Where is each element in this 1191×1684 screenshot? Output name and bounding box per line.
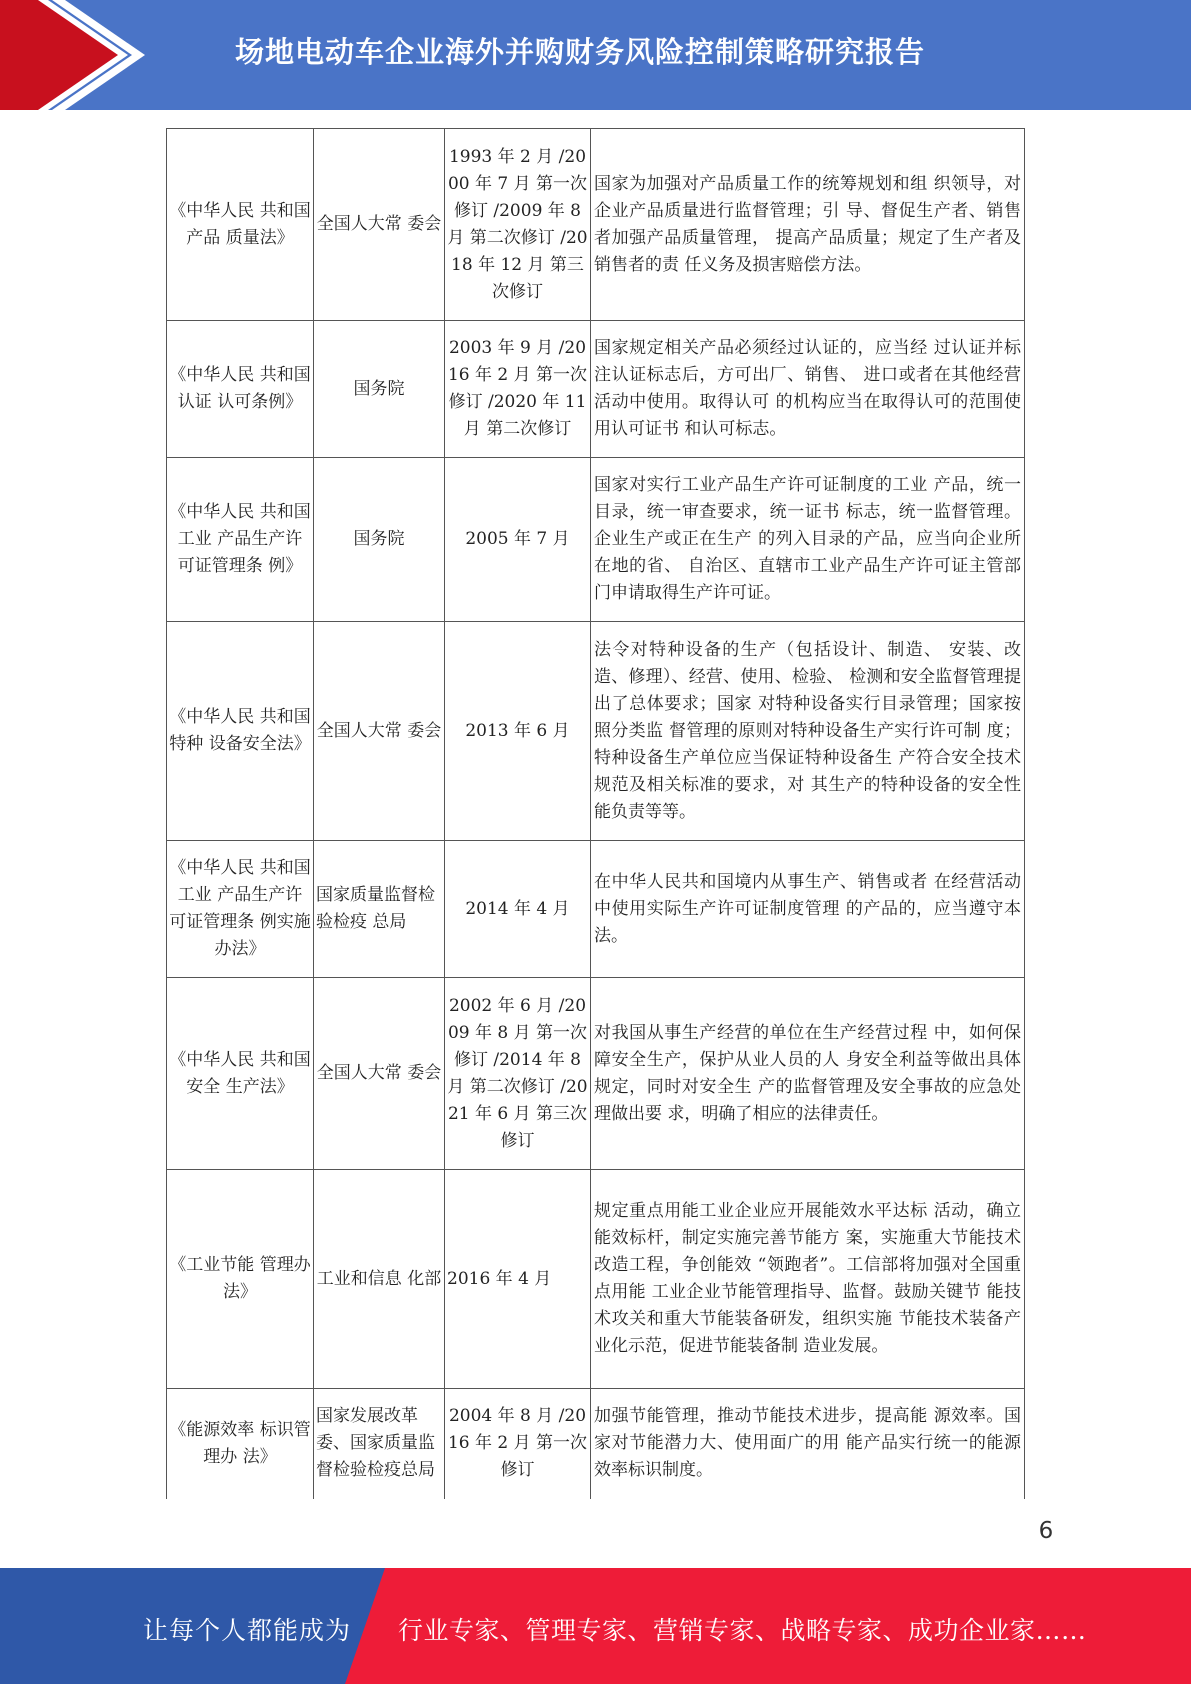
issue-date: 2013 年 6 月: [445, 622, 591, 841]
regulation-name: 《中华人民 共和国工业 产品生产许 可证管理条 例》: [167, 458, 314, 622]
issue-date: 2014 年 4 月: [445, 841, 591, 978]
regulation-name: 《中华人民 共和国安全 生产法》: [167, 978, 314, 1170]
page-number: 6: [1038, 1518, 1054, 1544]
regulation-description: 加强节能管理，推动节能技术进步，提高能 源效率。国家对节能潜力大、使用面广的用 能产品实行统一的能源效率标识制度。: [591, 1389, 1025, 1499]
regulation-name: 《中华人民 共和国工业 产品生产许 可证管理条 例实施办法》: [167, 841, 314, 978]
regulation-name: 《中华人民 共和国认证 认可条例》: [167, 321, 314, 458]
regulation-description: 国家为加强对产品质量工作的统筹规划和组 织领导，对企业产品质量进行监督管理；引 导、督促生产者、销售者加强产品质量管理， 提高产品质量；规定了生产者及销售者的责 任义务及损害赔偿方法。: [591, 129, 1025, 321]
page-footer: [0, 1568, 1191, 1684]
page-header: [0, 0, 1191, 110]
table-row: [167, 841, 1025, 978]
regulation-name: 《中华人民 共和国特种 设备安全法》: [167, 622, 314, 841]
issue-date: 2003 年 9 月 /2016 年 2 月 第一次修订 /2020 年 11 月 第二次修订: [445, 321, 591, 458]
regulation-description: 法令对特种设备的生产（包括设计、制造、 安装、改造、修理）、经营、使用、检验、 检测和安全监督管理提出了总体要求；国家 对特种设备实行目录管理；国家按照分类监 督管理的原则对特种设备生产实行许可制 度；特种设备生产单位应当保证特种设备生 产符合安全技术规范及相关标准的要求，对 其生产的特种设备的安全性能负责等等。: [591, 622, 1025, 841]
table-row: [167, 1170, 1025, 1389]
table-row: [167, 622, 1025, 841]
issue-date: 2005 年 7 月: [445, 458, 591, 622]
regulation-description: 对我国从事生产经营的单位在生产经营过程 中，如何保障安全生产，保护从业人员的人 身安全利益等做出具体规定，同时对安全生 产的监督管理及安全事故的应急处理做出要 求，明确了相应的法律责任。: [591, 978, 1025, 1170]
issuing-authority: 全国人大常 委会: [314, 622, 445, 841]
report-title: 场地电动车企业海外并购财务风险控制策略研究报告: [235, 35, 926, 69]
regulation-description: 在中华人民共和国境内从事生产、销售或者 在经营活动中使用实际生产许可证制度管理 的产品的，应当遵守本法。: [591, 841, 1025, 978]
issue-date: 2004 年 8 月 /2016 年 2 月 第一次修订: [445, 1389, 591, 1499]
issue-date: 1993 年 2 月 /2000 年 7 月 第一次修订 /2009 年 8 月 第二次修订 /2018 年 12 月 第三次修订: [445, 129, 591, 321]
issue-date: 2002 年 6 月 /2009 年 8 月 第一次修订 /2014 年 8 月 第二次修订 /2021 年 6 月 第三次修订: [445, 978, 591, 1170]
table-row: [167, 321, 1025, 458]
issuing-authority: 全国人大常 委会: [314, 129, 445, 321]
issuing-authority: 国家发展改革委、国家质量监督检验检疫总局: [314, 1389, 445, 1499]
regulation-description: 国家规定相关产品必须经过认证的，应当经 过认证并标注认证标志后，方可出厂、销售、 进口或者在其他经营活动中使用。取得认可 的机构应当在取得认可的范围使用认可证书 和认可标志。: [591, 321, 1025, 458]
regulations-table: [166, 128, 1025, 1499]
issuing-authority: 国务院: [314, 321, 445, 458]
table-row: [167, 129, 1025, 321]
chevron-arrow-icon: [0, 0, 160, 110]
table-row: [167, 978, 1025, 1170]
footer-slogan-left: 让每个人都能成为: [143, 1616, 352, 1645]
table-row: [167, 1389, 1025, 1499]
issuing-authority: 工业和信息 化部: [314, 1170, 445, 1389]
footer-slogan-right: 行业专家、管理专家、营销专家、战略专家、成功企业家……: [398, 1616, 1087, 1645]
issuing-authority: 国家质量监督检验检疫 总局: [314, 841, 445, 978]
issuing-authority: 全国人大常 委会: [314, 978, 445, 1170]
issue-date: 2016 年 4 月: [445, 1170, 591, 1389]
regulation-description: 国家对实行工业产品生产许可证制度的工业 产品，统一目录，统一审查要求，统一证书 标志，统一监督管理。企业生产或正在生产 的列入目录的产品，应当向企业所在地的省、 自治区、直辖市工业产品生产许可证主管部 门申请取得生产许可证。: [591, 458, 1025, 622]
regulation-name: 《工业节能 管理办法》: [167, 1170, 314, 1389]
issuing-authority: 国务院: [314, 458, 445, 622]
regulation-description: 规定重点用能工业企业应开展能效水平达标 活动，确立能效标杆，制定实施完善节能方 案，实施重大节能技术改造工程，争创能效 “领跑者”。工信部将加强对全国重点用能 工业企业节能管理指导、监督。鼓励关键节 能技术攻关和重大节能装备研发，组织实施 节能技术装备产业化示范，促进节能装备制 造业发展。: [591, 1170, 1025, 1389]
regulation-name: 《中华人民 共和国产品 质量法》: [167, 129, 314, 321]
table-row: [167, 458, 1025, 622]
regulation-name: 《能源效率 标识管理办 法》: [167, 1389, 314, 1499]
